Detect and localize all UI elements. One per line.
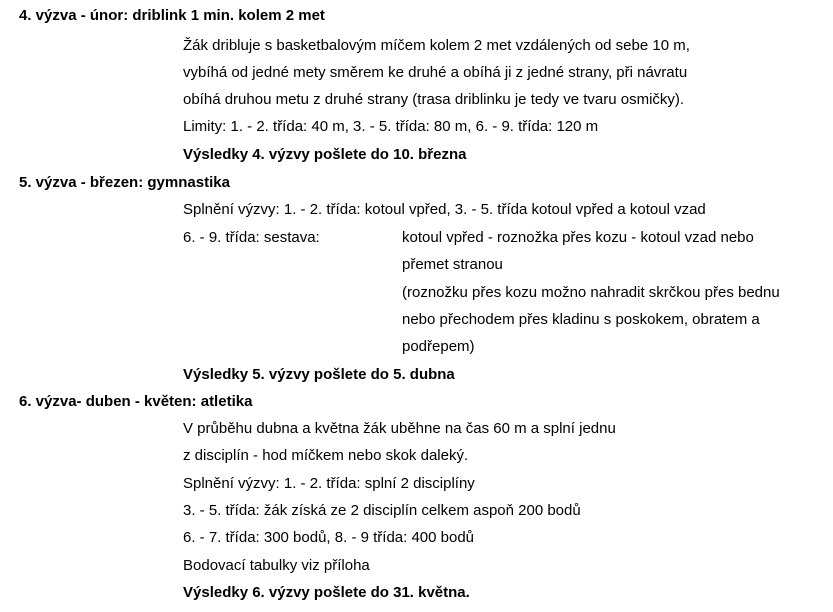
challenge5-results: Výsledky 5. výzvy pošlete do 5. dubna — [183, 366, 455, 383]
challenge6-desc-line1: V průběhu dubna a května žák uběhne na čas 60 m a splní jednu — [183, 420, 616, 437]
challenge4-desc-line2: vybíhá od jedné mety směrem ke druhé a obíhá ji z jedné strany, při návratu — [183, 64, 688, 81]
challenge6-fulfil: Splnění výzvy: 1. - 2. třída: splní 2 disciplíny — [183, 475, 475, 492]
challenge5-routine-line1: kotoul vpřed - roznožka přes kozu - kotoul vzad nebo — [402, 229, 754, 246]
challenge4-limits: Limity: 1. - 2. třída: 40 m, 3. - 5. třída: 80 m, 6. - 9. třída: 120 m — [183, 118, 599, 135]
challenge5-routine-line2: přemet stranou — [402, 256, 503, 273]
challenge5-grade-label: 6. - 9. třída: sestava: — [183, 229, 320, 246]
challenge6-results: Výsledky 6. výzvy pošlete do 31. května. — [183, 584, 470, 601]
challenge4-desc-line3: obíhá druhou metu z druhé strany (trasa driblinku je tedy ve tvaru osmičky). — [183, 91, 685, 108]
challenge5-fulfil: Splnění výzvy: 1. - 2. třída: kotoul vpřed, 3. - 5. třída kotoul vpřed a kotoul vzad — [183, 201, 706, 218]
challenge6-heading: 6. výzva- duben - květen: atletika — [19, 393, 253, 410]
challenge4-results: Výsledky 4. výzvy pošlete do 10. března — [183, 146, 467, 163]
challenge6-grades-3-5: 3. - 5. třída: žák získá ze 2 disciplín celkem aspoň 200 bodů — [183, 502, 581, 519]
challenge4-desc-line1: Žák dribluje s basketbalovým míčem kolem 2 met vzdálených od sebe 10 m, — [183, 37, 690, 54]
challenge5-heading: 5. výzva - březen: gymnastika — [19, 174, 230, 191]
challenge4-heading: 4. výzva - únor: driblink 1 min. kolem 2 met — [19, 7, 325, 24]
challenge5-routine-line3: (roznožku přes kozu možno nahradit skrčkou přes bednu — [402, 284, 780, 301]
challenge6-tables: Bodovací tabulky viz příloha — [183, 557, 370, 574]
challenge5-routine-line5: podřepem) — [402, 338, 475, 355]
challenge5-routine-line4: nebo přechodem přes kladinu s poskokem, obratem a — [402, 311, 760, 328]
challenge6-desc-line2: z disciplín - hod míčkem nebo skok daleký. — [183, 447, 469, 464]
challenge6-grades-6-9: 6. - 7. třída: 300 bodů, 8. - 9 třída: 400 bodů — [183, 529, 475, 546]
